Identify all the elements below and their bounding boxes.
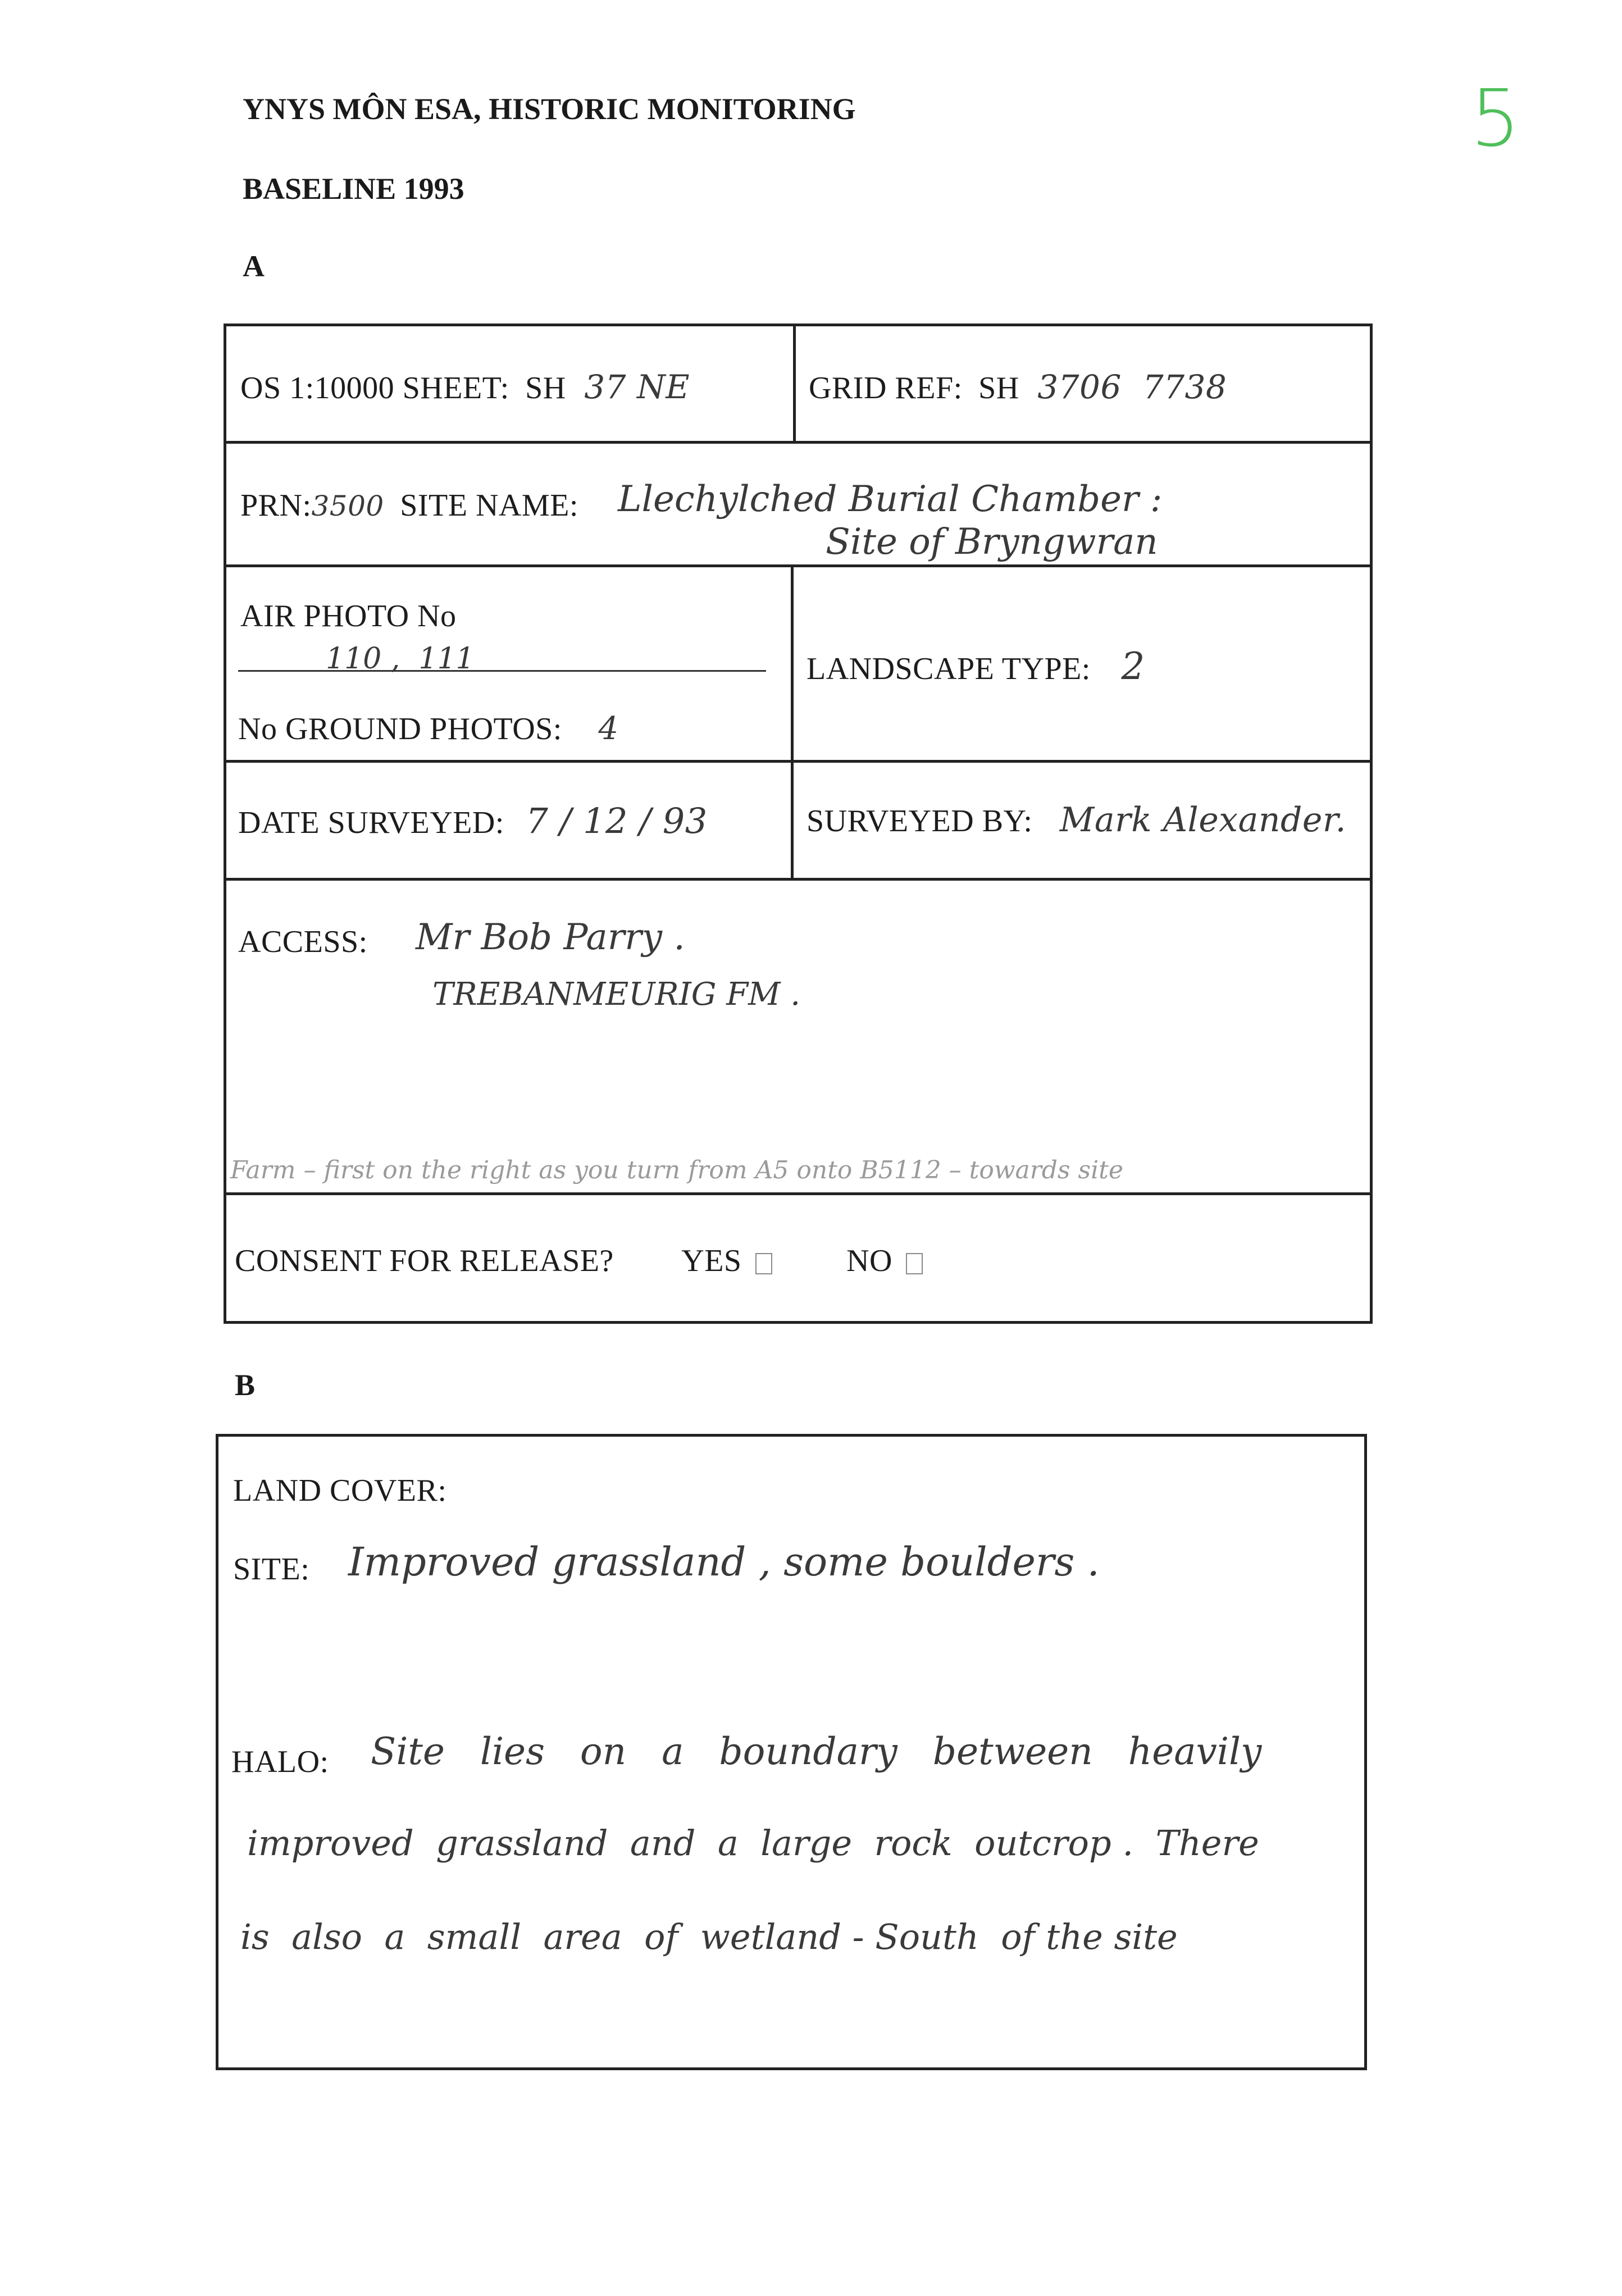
divider-col-row1 <box>793 324 796 443</box>
consent-no-label: NO <box>846 1243 892 1278</box>
grid-ref-field <box>809 368 1227 406</box>
surveyed-by-value: Mark Alexander. <box>1059 800 1347 840</box>
prn-value: 3500 <box>311 490 384 522</box>
site-name-line2: Site of Bryngwran <box>826 521 1158 563</box>
consent-no-checkbox[interactable] <box>906 1253 923 1274</box>
section-a-label: A <box>243 249 265 283</box>
prn-label: PRN: <box>240 488 312 523</box>
site-name-line1: Llechylched Burial Chamber : <box>618 479 1163 520</box>
document-title: YNYS MÔN ESA, HISTORIC MONITORING <box>243 92 856 126</box>
divider-row-3 <box>224 760 1370 763</box>
consent-yes-label: YES <box>681 1243 742 1278</box>
grid-ref-value: 3706 7738 <box>1037 368 1227 406</box>
grid-ref-label: GRID REF: <box>809 371 963 406</box>
site-name-label: SITE NAME: <box>400 488 578 523</box>
site-cover-label: SITE: <box>233 1552 310 1587</box>
halo-line1: Site lies on a boundary between heavily <box>371 1730 1262 1773</box>
date-surveyed-value: 7 / 12 / 93 <box>526 800 708 841</box>
date-surveyed-field <box>238 800 708 841</box>
document-subtitle: BASELINE 1993 <box>243 172 464 206</box>
consent-label: CONSENT FOR RELEASE? <box>235 1243 614 1278</box>
halo-line2: improved grassland and a large rock outcrop . There <box>247 1823 1259 1864</box>
os-sheet-value: 37 NE <box>584 368 690 406</box>
land-cover-label: LAND COVER: <box>233 1473 447 1508</box>
divider-row-2 <box>224 564 1370 567</box>
consent-field <box>235 1243 923 1279</box>
page-number: 5 <box>1470 73 1521 165</box>
divider-col-row3-4 <box>791 564 794 879</box>
date-surveyed-label: DATE SURVEYED: <box>238 805 504 840</box>
divider-row-1 <box>224 441 1370 444</box>
os-sheet-prefix: SH <box>525 371 566 406</box>
grid-ref-prefix: SH <box>978 371 1019 406</box>
os-sheet-field <box>240 368 690 406</box>
air-photo-label: AIR PHOTO No <box>240 599 457 634</box>
halo-line3: is also a small area of wetland - South of the site <box>240 1916 1178 1957</box>
prn-field <box>240 488 578 523</box>
landscape-type-field <box>807 645 1145 688</box>
landscape-type-label: LANDSCAPE TYPE: <box>807 652 1091 686</box>
surveyed-by-field <box>807 800 1346 840</box>
access-line2: TREBANMEURIG FM . <box>432 976 801 1013</box>
landscape-type-value: 2 <box>1121 645 1145 688</box>
ground-photos-label: No GROUND PHOTOS: <box>238 712 562 746</box>
site-cover-value: Improved grassland , some boulders . <box>348 1539 1100 1585</box>
ground-photos-value: 4 <box>598 710 619 747</box>
air-photo-underline <box>238 670 766 672</box>
access-directions-note: Farm – first on the right as you turn from A5 onto B5112 – towards site <box>230 1156 1123 1185</box>
air-photo-value: 110 , 111 <box>326 642 475 676</box>
section-b-label: B <box>235 1368 256 1402</box>
ground-photos-field <box>238 710 619 747</box>
divider-row-4 <box>224 878 1370 881</box>
access-line1: Mr Bob Parry . <box>416 917 685 958</box>
surveyed-by-label: SURVEYED BY: <box>807 804 1033 839</box>
consent-yes-checkbox[interactable] <box>755 1253 772 1274</box>
divider-row-5 <box>224 1192 1370 1195</box>
halo-label: HALO: <box>231 1744 329 1779</box>
access-label: ACCESS: <box>238 924 368 959</box>
os-sheet-label: OS 1:10000 SHEET: <box>240 371 509 406</box>
